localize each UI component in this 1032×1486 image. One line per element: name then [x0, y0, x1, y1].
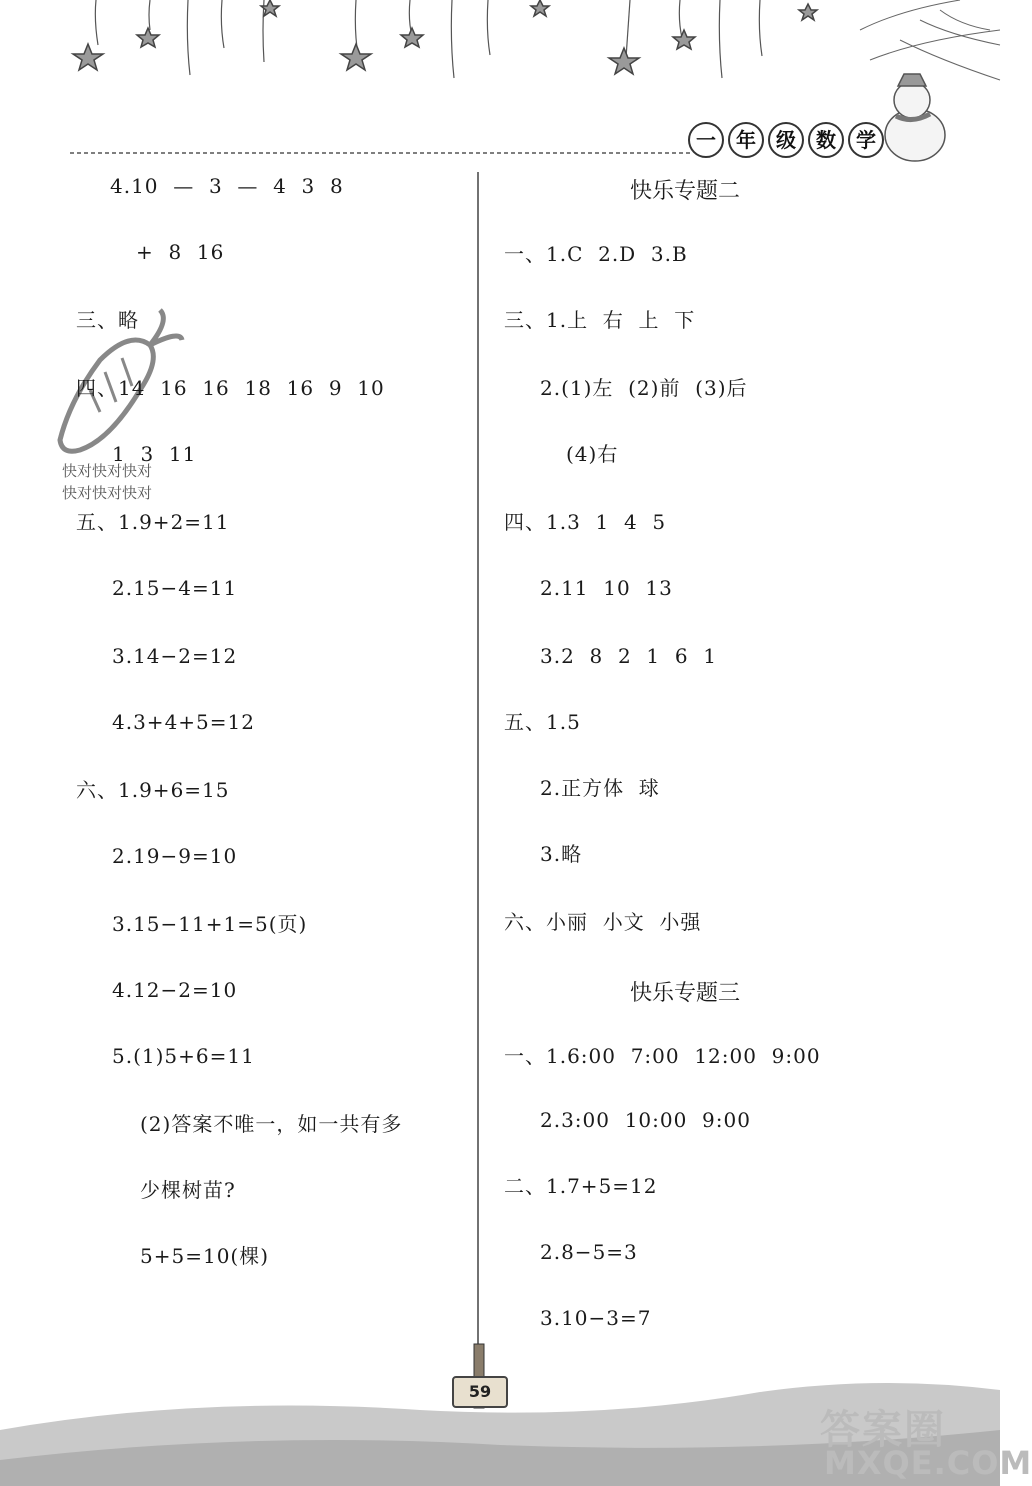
title-char: 一: [688, 122, 724, 158]
answer-line: 3.15−11+1=5(页): [112, 912, 308, 936]
answer-line: 五、1.9+2=11: [76, 510, 230, 534]
answer-line: 四、1.3 1 4 5: [504, 510, 667, 534]
watermark-url: MXQE.COM: [824, 1444, 1032, 1482]
answer-line: 5.(1)5+6=11: [112, 1044, 255, 1068]
answer-line: (2)答案不唯一，如一共有多: [140, 1112, 403, 1136]
answer-line: 六、小丽 小文 小强: [504, 910, 702, 934]
title-char: 数: [808, 122, 844, 158]
answer-line: 2.正方体 球: [540, 776, 660, 800]
watermark-text: 快对快对快对: [62, 462, 153, 480]
answer-line: + 8 16: [136, 240, 225, 264]
answer-line: 1 3 11: [112, 442, 197, 466]
answer-line: 4.12−2=10: [112, 978, 238, 1002]
answer-line: 六、1.9+6=15: [76, 778, 230, 802]
answer-line: 二、1.7+5=12: [504, 1174, 658, 1198]
header-title: [688, 122, 884, 158]
answer-line: 3.略: [540, 842, 583, 866]
answer-line: 少棵树苗?: [140, 1178, 236, 1202]
answer-line: 2.19−9=10: [112, 844, 238, 868]
title-char: 级: [768, 122, 804, 158]
snowman-icon: [885, 74, 945, 161]
page-number: 59: [452, 1376, 508, 1408]
answer-line: 3.10−3=7: [540, 1306, 652, 1330]
tree-branch: [860, 0, 1000, 80]
section-title: 快乐专题二: [630, 179, 741, 204]
answer-line: 2.8−5=3: [540, 1240, 638, 1264]
answer-line: 四、14 16 16 18 16 9 10: [76, 376, 385, 400]
title-char: 年: [728, 122, 764, 158]
answer-line: 五、1.5: [504, 710, 581, 734]
star-icons: [73, 0, 817, 74]
answer-line: 2.3:00 10:00 9:00: [540, 1108, 751, 1132]
answer-line: 三、1.上 右 上 下: [504, 308, 696, 332]
answer-line: 三、略: [76, 308, 139, 332]
answer-line: 5+5=10(棵): [140, 1244, 270, 1268]
answer-line: 2.15−4=11: [112, 576, 238, 600]
answer-line: 4.10 — 3 — 4 3 8: [110, 174, 344, 198]
answer-line: 3.2 8 2 1 6 1: [540, 644, 718, 668]
answer-line: 2.11 10 13: [540, 576, 673, 600]
answer-line: 2.(1)左 (2)前 (3)后: [540, 376, 748, 400]
answer-line: 一、1.6:00 7:00 12:00 9:00: [504, 1044, 821, 1068]
answer-line: 3.14−2=12: [112, 644, 238, 668]
answer-line: 4.3+4+5=12: [112, 710, 255, 734]
section-title: 快乐专题三: [630, 981, 741, 1006]
answer-line: 一、1.C 2.D 3.B: [504, 242, 688, 266]
title-char: 学: [848, 122, 884, 158]
answer-line: (4)右: [566, 442, 619, 466]
watermark-logo: 答案圈: [820, 1407, 946, 1453]
watermark-text: 快对快对快对: [62, 484, 153, 502]
